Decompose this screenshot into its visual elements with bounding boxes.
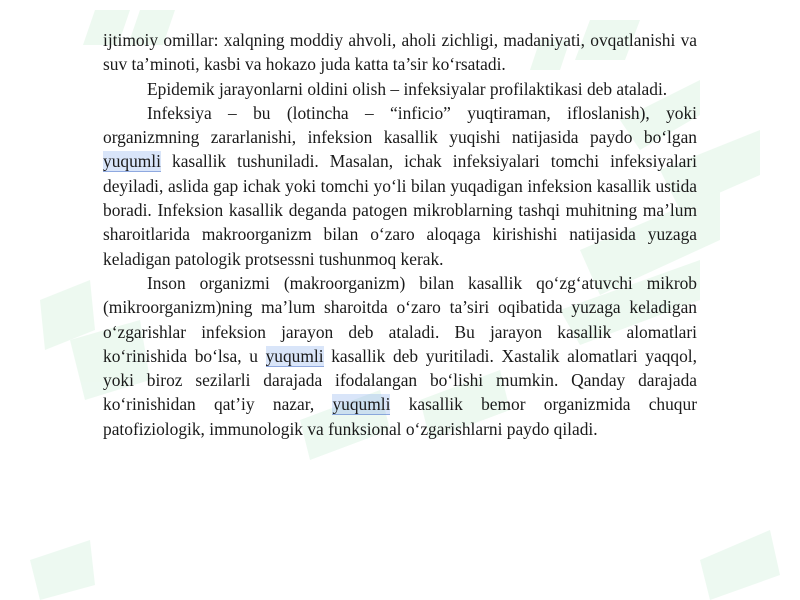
paragraph-text: kasallik bemor organizmida chuqur patofiziologik, immunologik va funksional o‘zgarishlarni paydo qiladi. [103, 394, 697, 439]
document-body [103, 28, 697, 441]
paragraph [103, 101, 697, 271]
paragraph-text: Infeksiya – bu (lotincha – “inficio” yuqtiraman, ifloslanish), yoki organizmning zararlanishi, infeksion kasallik yuqishi natijasida paydo bo‘lgan [103, 102, 697, 148]
paragraph [103, 28, 697, 77]
paragraph-text: kasallik deb yuritiladi. Xastalik alomatlari yaqqol, yoki biroz sezilarli darajada ifodalangan bo‘lishi mumkin. Qanday darajada ko‘rinishidan qat’iy nazar, [103, 345, 697, 415]
paragraph [103, 77, 697, 101]
paragraph-text: Epidemik jarayonlarni oldini olish – infeksiyalar profilaktikasi deb ataladi. [147, 78, 668, 99]
paragraph-text: Inson organizmi (makroorganizm) bilan kasallik qo‘zg‘atuvchi mikrob (mikroorganizm)ning ma’lum sharoitda o‘zaro ta’siri oqibatida yuzaga keladigan o‘zgarishlar infeksion jarayon deb ataladi. Bu jarayon kasallik alomatlari ko‘rinishida bo‘lsa, u [103, 272, 697, 366]
paragraph-text: kasallik tushuniladi. Masalan, ichak infeksiyalari tomchi infeksiyalari deyiladi, aslida gap ichak yoki tomchi yo‘li bilan yuqadigan infeksion kasallik ustida boradi. Infeksion kasallik deganda patogen mikroblarning tashqi muhitning ma’lum sharoitlarida makroorganizm bilan o‘zaro aloqaga kirishishi natijasida yuzaga keladigan patologik protsessni tushunmoq kerak. [103, 151, 697, 269]
paragraph-text: ijtimoiy omillar: xalqning moddiy ahvoli, aholi zichligi, madaniyati, ovqatlanishi va suv ta’minoti, kasbi va hokazo juda katta ta’sir ko‘rsatadi. [103, 30, 697, 75]
highlighted-term-link[interactable]: yuqumli [332, 394, 391, 415]
highlighted-term-link[interactable]: yuqumli [265, 345, 324, 366]
highlighted-term-link[interactable]: yuqumli [103, 151, 161, 172]
paragraph [103, 271, 697, 441]
